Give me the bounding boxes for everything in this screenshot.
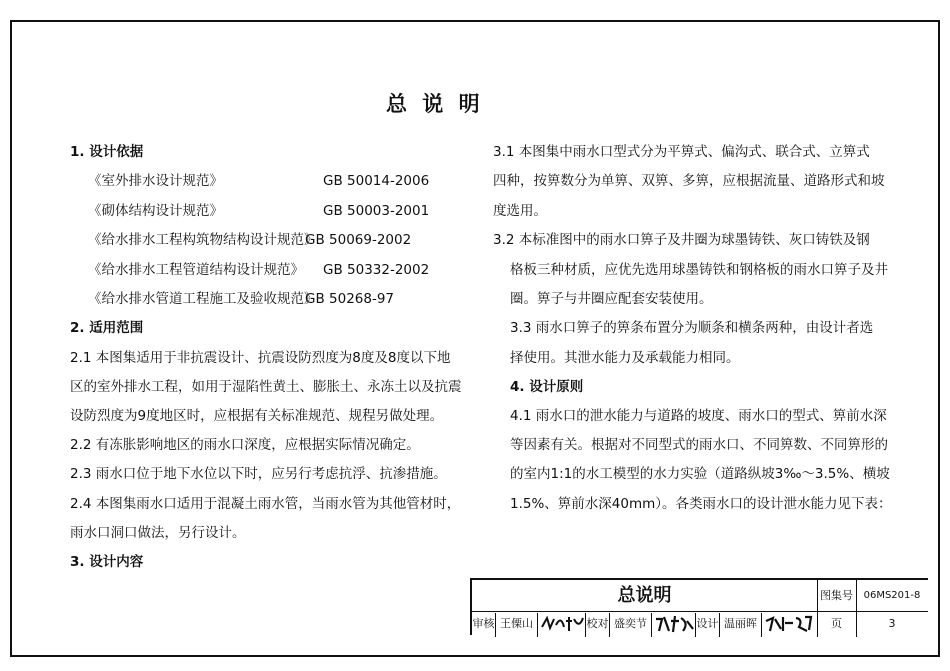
ref-name: 《给水排水管道工程施工及验收规范》 — [88, 291, 318, 307]
reviewer-signature — [538, 613, 586, 637]
signature-mark — [763, 613, 817, 635]
atlas-label: 图集号 — [820, 589, 853, 602]
paragraph-line: 择使用。其泄水能力及承载能力相同。 — [510, 350, 740, 366]
title-block-divider — [472, 611, 928, 612]
ref-code: GB 50014-2006 — [323, 173, 430, 189]
section-4-heading: 4. 设计原则 — [510, 379, 584, 395]
designer-name: 温丽晖 — [720, 613, 762, 637]
signature-mark — [539, 613, 585, 635]
designer-signature — [762, 613, 817, 637]
paragraph-line: 4.1 雨水口的泄水能力与道路的坡度、雨水口的型式、箅前水深 — [510, 408, 887, 424]
paragraph-line: 2.2 有冻胀影响地区的雨水口深度，应根据实际情况确定。 — [70, 437, 420, 453]
ref-name: 《砌体结构设计规范》 — [88, 203, 223, 219]
ref-row — [88, 173, 468, 189]
paragraph-line: 2.4 本图集雨水口适用于混凝土雨水管，当雨水管为其他管材时， — [70, 496, 461, 512]
ref-name: 《给水排水工程管道结构设计规范》 — [88, 262, 304, 278]
section-1-heading: 1. 设计依据 — [70, 144, 144, 160]
title-block-title: 总说明 — [617, 585, 672, 606]
ref-row — [88, 232, 468, 248]
page-title: 总 说 明 — [386, 92, 484, 116]
ref-name: 《给水排水工程构筑物结构设计规范》 — [88, 232, 318, 248]
ref-row — [88, 203, 468, 219]
ref-code: GB 50003-2001 — [323, 203, 430, 219]
paragraph-line: 四种，按箅数分为单箅、双箅、多箅，应根据流量、道路形式和坡 — [493, 173, 885, 189]
ref-code: GB 50332-2002 — [323, 262, 430, 278]
paragraph-line: 1.5%、箅前水深40mm）。各类雨水口的设计泄水能力见下表： — [510, 496, 892, 512]
title-block — [470, 578, 928, 635]
paragraph-line: 圈。箅子与井圈应配套安装使用。 — [510, 291, 713, 307]
design-label: 设计 — [696, 613, 720, 637]
section-3-heading: 3. 设计内容 — [70, 554, 144, 570]
paragraph-line: 度选用。 — [493, 203, 547, 219]
paragraph-line: 格板三种材质，应优先选用球墨铸铁和钢格板的雨水口箅子及井 — [510, 262, 888, 278]
page-label: 页 — [831, 617, 842, 630]
paragraph-line: 的室内1:1的水工模型的水力实验（道路纵坡3‰～3.5%、横坡 — [510, 466, 890, 482]
paragraph-line: 3.3 雨水口箅子的箅条布置分为顺条和横条两种，由设计者选 — [510, 320, 874, 336]
ref-row — [88, 291, 468, 307]
review-label: 审核 — [472, 613, 496, 637]
atlas-number: 06MS201-8 — [863, 590, 921, 601]
paragraph-line: 等因素有关。根据对不同型式的雨水口、不同箅数、不同箅形的 — [510, 437, 888, 453]
ref-code: GB 50268-97 — [305, 291, 395, 307]
paragraph-line: 2.1 本图集适用于非抗震设计、抗震设防烈度为8度及8度以下地 — [70, 350, 451, 366]
paragraph-line: 3.2 本标准图中的雨水口箅子及井圈为球墨铸铁、灰口铸铁及钢 — [493, 232, 870, 248]
ref-name: 《室外排水设计规范》 — [88, 173, 223, 189]
reviewer-name: 王傈山 — [496, 613, 538, 637]
paragraph-line: 区的室外排水工程，如用于湿陷性黄土、膨胀土、永冻土以及抗震 — [70, 379, 462, 395]
paragraph-line: 雨水口洞口做法，另行设计。 — [70, 525, 246, 541]
ref-code: GB 50069-2002 — [305, 232, 412, 248]
paragraph-line: 设防烈度为9度地区时，应根据有关标准规范、规程另做处理。 — [70, 408, 444, 424]
check-label: 校对 — [586, 613, 610, 637]
paragraph-line: 3.1 本图集中雨水口型式分为平箅式、偏沟式、联合式、立箅式 — [493, 144, 870, 160]
page-number: 3 — [888, 617, 896, 630]
checker-name: 盛奕节 — [610, 613, 652, 637]
signature-mark — [653, 613, 695, 635]
ref-row — [88, 262, 468, 278]
paragraph-line: 2.3 雨水口位于地下水位以下时，应另行考虑抗浮、抗渗措施。 — [70, 466, 447, 482]
checker-signature — [652, 613, 696, 637]
section-2-heading: 2. 适用范围 — [70, 320, 144, 336]
